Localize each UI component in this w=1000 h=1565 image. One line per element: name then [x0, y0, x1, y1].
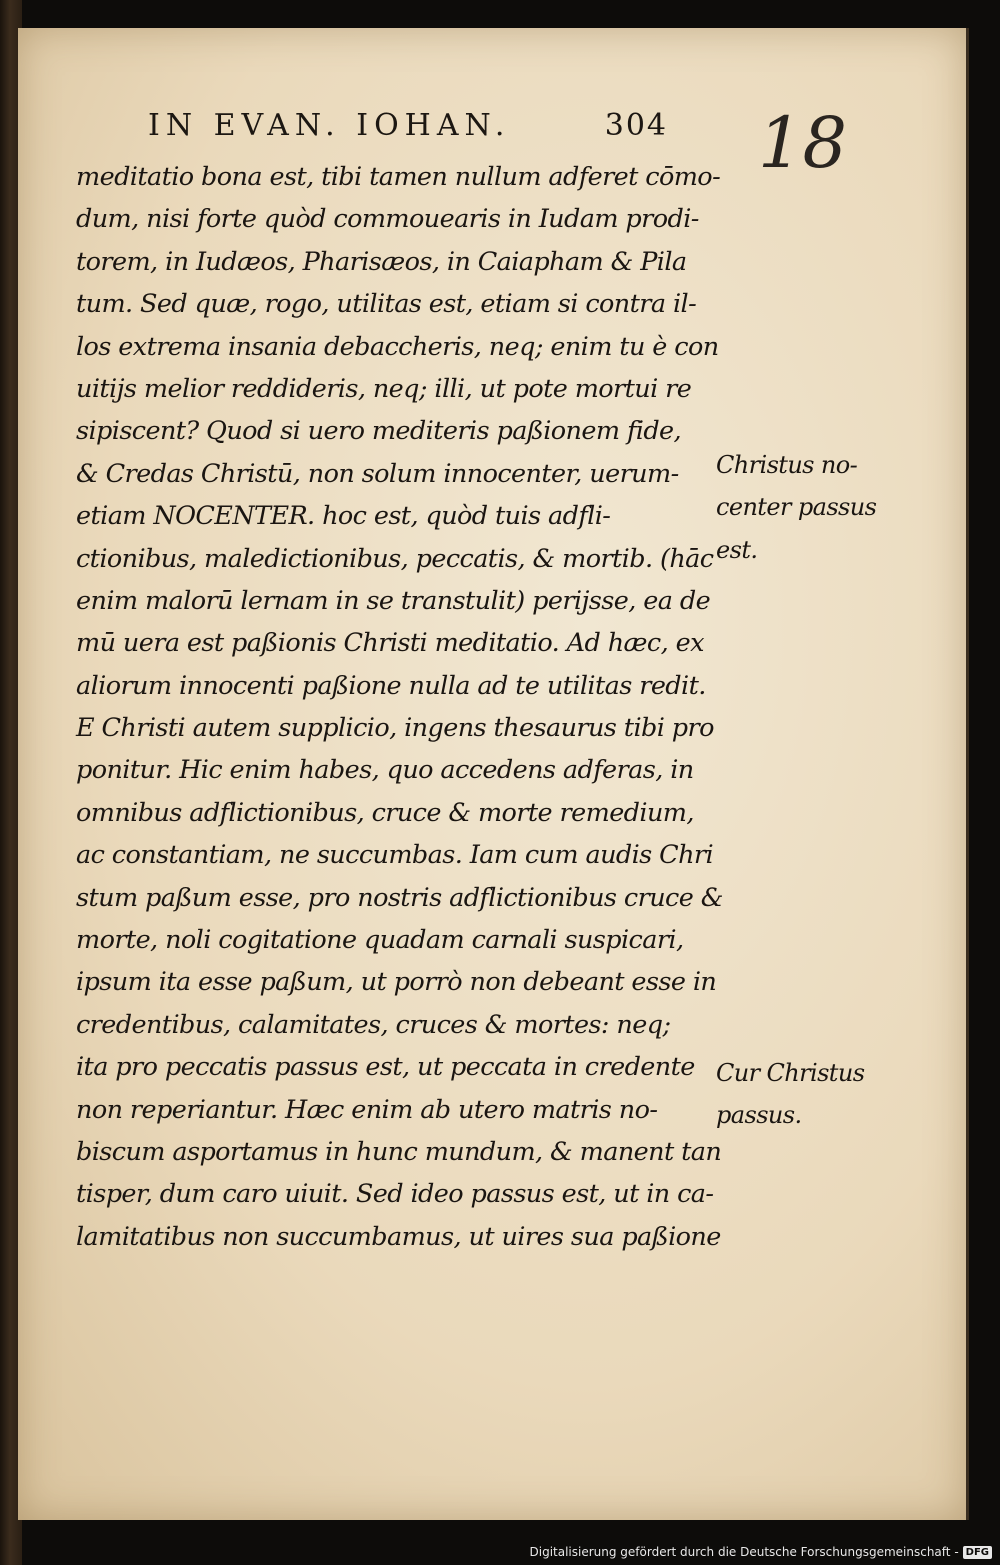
handwritten-folio-number: 18 — [758, 102, 848, 184]
credit-text: Digitalisierung gefördert durch die Deutsche Forschungsgemeinschaft - — [529, 1545, 959, 1559]
text-line: biscum asportamus in hunc mundum, & manent tan — [76, 1136, 722, 1167]
text-line: omnibus adflictionibus, cruce & morte remedium, — [76, 797, 694, 828]
text-line: los extrema insania debaccheris, neq; enim tu è con — [76, 331, 719, 362]
text-line: torem, in Iudæos, Pharisæos, in Caiapham & Pila — [76, 246, 687, 277]
text-line: enim malorū lernam in se transtulit) perijsse, ea de — [76, 585, 711, 616]
running-title: IN EVAN. IOHAN. — [148, 108, 511, 143]
text-line: aliorum innocenti paßione nulla ad te utilitas redit. — [76, 670, 706, 701]
running-header — [148, 108, 668, 143]
margin-note-line: Christus no- — [716, 451, 858, 479]
text-line: meditatio bona est, tibi tamen nullum adferet cōmo- — [76, 162, 721, 192]
text-line: ita pro peccatis passus est, ut peccata in credente — [76, 1052, 695, 1083]
text-line: ctionibus, maledictionibus, peccatis, & mortib. (hāc — [76, 543, 714, 574]
text-line: etiam NOCENTER. hoc est, quòd tuis adfli- — [76, 501, 611, 532]
margin-note-line: est. — [716, 535, 758, 564]
text-line: & Credas Christū, non solum innocenter, uerum- — [76, 458, 679, 489]
text-line: stum paßum esse, pro nostris adflictionibus cruce & — [76, 882, 723, 913]
margin-note-2 — [716, 1052, 864, 1137]
text-line: ac constantiam, ne succumbas. Iam cum audis Chri — [76, 840, 714, 871]
margin-note-line: passus. — [716, 1101, 802, 1130]
text-line: ipsum ita esse paßum, ut porrò non debeant esse in — [76, 967, 717, 998]
text-line: tum. Sed quæ, rogo, utilitas est, etiam si contra il- — [76, 289, 697, 320]
text-line: mū uera est paßionis Christi meditatio. Ad hæc, ex — [76, 628, 704, 659]
text-line: tisper, dum caro uiuit. Sed ideo passus est, ut in ca- — [76, 1179, 714, 1210]
text-line: credentibus, calamitates, cruces & mortes: neq; — [76, 1009, 671, 1040]
margin-note-1 — [716, 444, 876, 571]
digitization-credit — [530, 1545, 993, 1559]
page-number: 304 — [604, 108, 668, 143]
text-line: sipiscent? Quod si uero mediteris paßionem fide, — [76, 416, 682, 447]
text-line: ponitur. Hic enim habes, quo accedens adferas, in — [76, 755, 694, 786]
margin-note-line: Cur Christus — [716, 1059, 865, 1087]
text-line: E Christi autem supplicio, ingens thesaurus tibi pro — [76, 713, 714, 744]
text-line: uitijs melior reddideris, neq; illi, ut pote mortui re — [76, 373, 692, 404]
text-line: morte, noli cogitatione quadam carnali suspicari, — [76, 925, 684, 956]
text-line: non reperiantur. Hæc enim ab utero matris no- — [76, 1094, 658, 1125]
main-text-block — [76, 156, 723, 1258]
text-line: lamitatibus non succumbamus, ut uires sua paßione — [76, 1221, 721, 1252]
margin-note-line: center passus — [716, 493, 877, 522]
dfg-logo: DFG — [963, 1546, 992, 1559]
text-line: dum, nisi forte quòd commouearis in Iudam prodi- — [76, 204, 699, 235]
